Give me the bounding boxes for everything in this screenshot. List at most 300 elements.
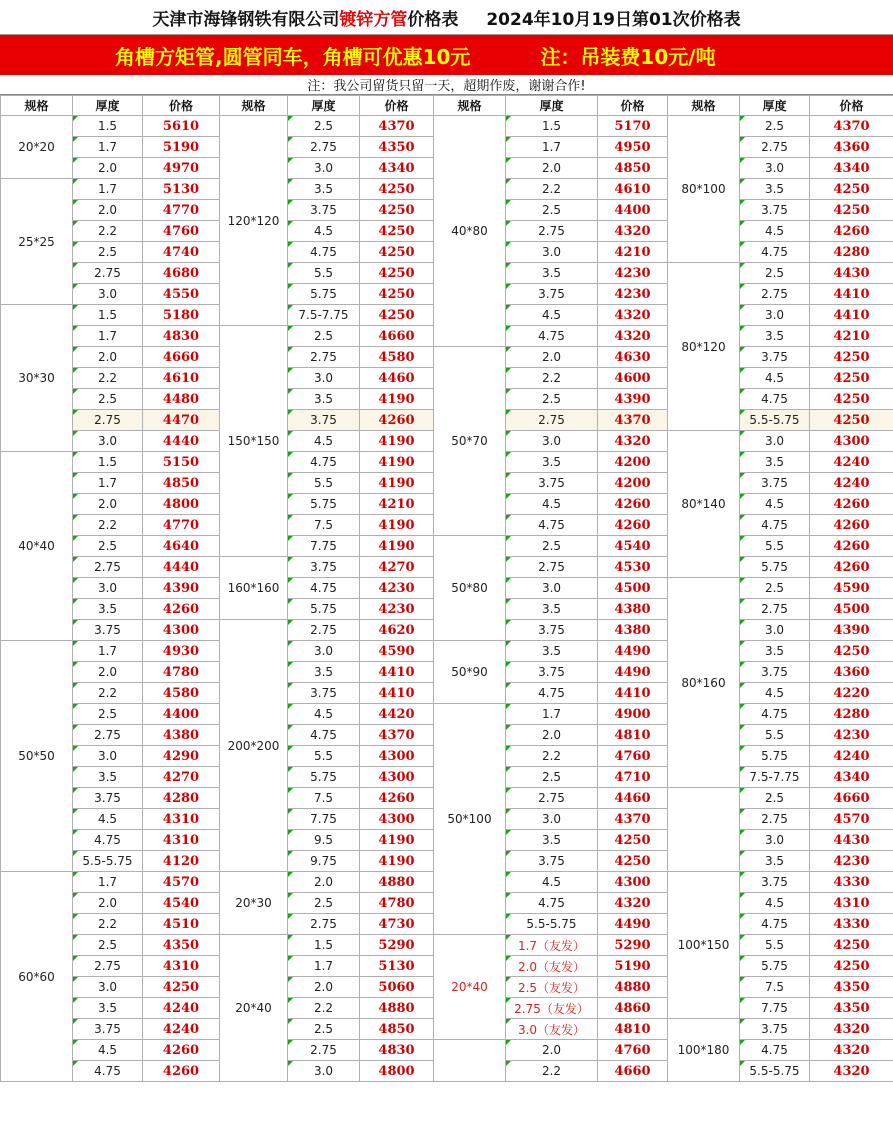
- thickness-cell: 4.5: [73, 809, 143, 830]
- price-cell: 4360: [810, 662, 893, 683]
- price-cell: 4830: [143, 326, 220, 347]
- thickness-cell: 4.5: [506, 305, 598, 326]
- thickness-cell: 2.2: [73, 368, 143, 389]
- price-cell: 4370: [360, 725, 434, 746]
- price-cell: 4570: [143, 872, 220, 893]
- thickness-cell: 3.5: [740, 641, 810, 662]
- thickness-cell: 2.2: [506, 368, 598, 389]
- price-cell: 4340: [810, 767, 893, 788]
- price-cell: 4250: [360, 242, 434, 263]
- price-cell: 4250: [598, 851, 668, 872]
- thickness-cell: 4.5: [740, 494, 810, 515]
- thickness-cell: 4.75: [288, 578, 360, 599]
- header-spec: 规格: [220, 96, 288, 116]
- price-cell: 4190: [360, 452, 434, 473]
- price-cell: 4250: [598, 830, 668, 851]
- thickness-cell: 1.7: [506, 704, 598, 725]
- price-cell: 4220: [810, 683, 893, 704]
- spec-cell: 50*80: [434, 536, 506, 641]
- thickness-cell: 3.75: [288, 557, 360, 578]
- price-cell: 4370: [810, 116, 893, 137]
- thickness-cell: 3.0: [506, 242, 598, 263]
- price-cell: 5180: [143, 305, 220, 326]
- price-cell: 4260: [143, 1061, 220, 1082]
- thickness-cell: 2.0: [73, 893, 143, 914]
- price-cell: 4290: [143, 746, 220, 767]
- thickness-cell: 3.5: [506, 641, 598, 662]
- price-cell: 4240: [810, 473, 893, 494]
- price-cell: 4970: [143, 158, 220, 179]
- price-cell: 4410: [810, 284, 893, 305]
- price-cell: 4240: [810, 746, 893, 767]
- price-cell: 4190: [360, 851, 434, 872]
- price-cell: 4320: [810, 1061, 893, 1082]
- thickness-cell: 3.0: [506, 578, 598, 599]
- price-cell: 4580: [360, 347, 434, 368]
- price-cell: 4810: [598, 725, 668, 746]
- price-cell: 4190: [360, 515, 434, 536]
- price-cell: 4860: [598, 998, 668, 1019]
- price-cell: 5130: [360, 956, 434, 977]
- company-name: 天津市海锋钢铁有限公司: [152, 9, 340, 30]
- header-price: 价格: [143, 96, 220, 116]
- thickness-cell: 3.75: [506, 662, 598, 683]
- price-cell: 4330: [810, 914, 893, 935]
- price-cell: 4460: [360, 368, 434, 389]
- price-cell: 4340: [360, 158, 434, 179]
- price-cell: 4400: [598, 200, 668, 221]
- price-cell: 4280: [810, 242, 893, 263]
- thickness-cell: 2.2: [73, 683, 143, 704]
- thickness-cell: 2.5: [506, 200, 598, 221]
- thickness-cell: 1.7: [73, 872, 143, 893]
- thickness-cell: 3.0: [506, 809, 598, 830]
- thickness-cell: 4.75: [288, 725, 360, 746]
- price-cell: 4880: [360, 872, 434, 893]
- header-price: 价格: [598, 96, 668, 116]
- thickness-cell: 2.5: [73, 536, 143, 557]
- price-cell: 4390: [598, 389, 668, 410]
- thickness-cell: 2.75: [506, 410, 598, 431]
- price-cell: 4500: [598, 578, 668, 599]
- thickness-cell: 1.7: [73, 641, 143, 662]
- thickness-cell: 2.5: [740, 263, 810, 284]
- thickness-cell: 2.5: [740, 578, 810, 599]
- price-cell: 4230: [598, 284, 668, 305]
- thickness-cell: 3.5: [506, 263, 598, 284]
- thickness-cell: 1.7: [73, 137, 143, 158]
- price-cell: 4370: [598, 410, 668, 431]
- thickness-cell: 2.2: [506, 179, 598, 200]
- price-cell: 4350: [810, 977, 893, 998]
- price-cell: 5290: [598, 935, 668, 956]
- price-cell: 4430: [810, 263, 893, 284]
- thickness-cell: 2.75: [73, 725, 143, 746]
- spec-cell: 50*70: [434, 347, 506, 536]
- thickness-cell: 5.5: [740, 536, 810, 557]
- price-cell: 4660: [143, 347, 220, 368]
- price-cell: 4250: [810, 935, 893, 956]
- thickness-cell: 3.5: [288, 662, 360, 683]
- thickness-cell: 3.5: [73, 599, 143, 620]
- price-cell: 4250: [810, 347, 893, 368]
- thickness-cell: 3.0: [740, 158, 810, 179]
- price-cell: 4760: [598, 1040, 668, 1061]
- thickness-cell: 1.5: [73, 116, 143, 137]
- price-cell: 4240: [143, 1019, 220, 1040]
- thickness-cell: 1.7: [73, 179, 143, 200]
- spec-cell: 80*120: [668, 263, 740, 431]
- price-cell: 4500: [810, 599, 893, 620]
- header-thickness: 厚度: [506, 96, 598, 116]
- price-cell: 4310: [143, 809, 220, 830]
- thickness-cell: 2.75: [740, 284, 810, 305]
- thickness-cell: 2.5: [73, 704, 143, 725]
- price-cell: 4190: [360, 389, 434, 410]
- thickness-cell: 2.0（友发）: [506, 956, 598, 977]
- thickness-cell: 2.0: [73, 347, 143, 368]
- thickness-cell: 5.5-5.75: [506, 914, 598, 935]
- price-cell: 4460: [598, 788, 668, 809]
- price-cell: 4830: [360, 1040, 434, 1061]
- thickness-cell: 2.5: [73, 242, 143, 263]
- table-row: [1, 347, 893, 368]
- thickness-cell: 4.5: [288, 431, 360, 452]
- thickness-cell: 3.5: [73, 998, 143, 1019]
- price-cell: 4240: [143, 998, 220, 1019]
- thickness-cell: 2.5: [288, 893, 360, 914]
- price-cell: 4320: [598, 431, 668, 452]
- price-cell: 4300: [810, 431, 893, 452]
- thickness-cell: 7.75: [288, 536, 360, 557]
- thickness-cell: 2.75: [73, 410, 143, 431]
- lifting-fee-note: 注：吊装费10元/吨: [540, 44, 716, 69]
- thickness-cell: 2.75: [506, 557, 598, 578]
- price-cell: 4430: [810, 830, 893, 851]
- thickness-cell: 2.2: [506, 746, 598, 767]
- price-cell: 4490: [598, 914, 668, 935]
- thickness-cell: 3.75: [740, 662, 810, 683]
- thickness-cell: 3.0: [73, 284, 143, 305]
- price-cell: 4260: [810, 494, 893, 515]
- price-table-body: [1, 116, 893, 1082]
- price-cell: 4250: [810, 389, 893, 410]
- thickness-cell: 2.0: [73, 662, 143, 683]
- thickness-cell: 2.0: [73, 494, 143, 515]
- thickness-cell: 3.0: [740, 431, 810, 452]
- price-cell: 5150: [143, 452, 220, 473]
- spec-cell: 80*100: [668, 116, 740, 263]
- thickness-cell: 7.5: [740, 977, 810, 998]
- price-cell: 4340: [810, 158, 893, 179]
- thickness-cell: 4.5: [506, 872, 598, 893]
- price-cell: 4260: [810, 536, 893, 557]
- price-cell: 4370: [598, 809, 668, 830]
- thickness-cell: 5.5: [288, 263, 360, 284]
- header-thickness: 厚度: [740, 96, 810, 116]
- price-cell: 4540: [598, 536, 668, 557]
- thickness-cell: 2.5: [288, 116, 360, 137]
- thickness-cell: 4.5: [288, 221, 360, 242]
- price-cell: 4260: [360, 410, 434, 431]
- price-cell: 4250: [360, 179, 434, 200]
- thickness-cell: 3.0: [506, 431, 598, 452]
- thickness-cell: 9.5: [288, 830, 360, 851]
- thickness-cell: 3.5: [288, 179, 360, 200]
- thickness-cell: 4.5: [740, 221, 810, 242]
- price-list-date: 2024年10月19日第01次价格表: [486, 9, 741, 30]
- price-cell: 4740: [143, 242, 220, 263]
- thickness-cell: 2.75: [73, 263, 143, 284]
- price-table: [0, 95, 893, 1082]
- price-cell: 4490: [598, 641, 668, 662]
- price-cell: 4300: [143, 620, 220, 641]
- spec-cell: 80*140: [668, 431, 740, 578]
- table-row: [1, 704, 893, 725]
- price-cell: 4710: [598, 767, 668, 788]
- price-cell: 4800: [143, 494, 220, 515]
- thickness-cell: 2.5: [740, 116, 810, 137]
- price-cell: 4620: [360, 620, 434, 641]
- price-cell: 4250: [810, 200, 893, 221]
- price-cell: 4320: [598, 305, 668, 326]
- price-cell: 4250: [810, 179, 893, 200]
- thickness-cell: 2.2: [506, 1061, 598, 1082]
- price-cell: 4640: [143, 536, 220, 557]
- thickness-cell: 4.75: [740, 515, 810, 536]
- thickness-cell: 2.0: [73, 200, 143, 221]
- price-cell: 5190: [143, 137, 220, 158]
- thickness-cell: 5.5: [288, 746, 360, 767]
- price-cell: 4210: [810, 326, 893, 347]
- thickness-cell: 5.5-5.75: [740, 410, 810, 431]
- price-cell: 5130: [143, 179, 220, 200]
- thickness-cell: 3.0: [740, 620, 810, 641]
- thickness-cell: 2.0: [288, 872, 360, 893]
- price-cell: 4310: [143, 956, 220, 977]
- price-cell: 4660: [598, 1061, 668, 1082]
- thickness-cell: 5.75: [288, 767, 360, 788]
- thickness-cell: 1.5: [73, 305, 143, 326]
- spec-cell: 30*30: [1, 305, 73, 452]
- thickness-cell: 2.5: [73, 389, 143, 410]
- price-cell: 4850: [360, 1019, 434, 1040]
- price-cell: 4590: [360, 641, 434, 662]
- price-cell: 4350: [810, 998, 893, 1019]
- thickness-cell: 1.7: [506, 137, 598, 158]
- thickness-cell: 4.75: [73, 830, 143, 851]
- price-cell: 4660: [810, 788, 893, 809]
- thickness-cell: 3.75: [740, 872, 810, 893]
- thickness-cell: 4.5: [506, 494, 598, 515]
- price-cell: 4550: [143, 284, 220, 305]
- thickness-cell: 3.0: [288, 1061, 360, 1082]
- thickness-cell: 3.75: [740, 200, 810, 221]
- thickness-cell: 1.5: [288, 935, 360, 956]
- price-cell: 4440: [143, 431, 220, 452]
- spec-cell: 200*200: [220, 620, 288, 872]
- price-cell: 4200: [598, 473, 668, 494]
- thickness-cell: 9.75: [288, 851, 360, 872]
- price-cell: 4270: [360, 557, 434, 578]
- price-cell: 4880: [598, 977, 668, 998]
- price-cell: 4260: [598, 515, 668, 536]
- thickness-cell: 4.75: [506, 515, 598, 536]
- price-cell: 4480: [143, 389, 220, 410]
- price-cell: 4930: [143, 641, 220, 662]
- price-cell: 4400: [143, 704, 220, 725]
- thickness-cell: 2.2: [73, 221, 143, 242]
- price-cell: 4350: [360, 137, 434, 158]
- price-cell: 4410: [598, 683, 668, 704]
- price-cell: 4850: [598, 158, 668, 179]
- thickness-cell: 4.75: [506, 683, 598, 704]
- price-cell: 4420: [360, 704, 434, 725]
- thickness-cell: 2.75: [288, 620, 360, 641]
- thickness-cell: 4.5: [73, 1040, 143, 1061]
- thickness-cell: 5.5-5.75: [740, 1061, 810, 1082]
- spec-cell: [668, 788, 740, 872]
- thickness-cell: 5.75: [288, 284, 360, 305]
- price-cell: 4540: [143, 893, 220, 914]
- spec-cell: 50*90: [434, 641, 506, 704]
- thickness-cell: 5.75: [740, 557, 810, 578]
- thickness-cell: 2.2: [73, 914, 143, 935]
- price-cell: 4300: [360, 809, 434, 830]
- thickness-cell: 1.7: [73, 473, 143, 494]
- thickness-cell: 3.0: [73, 578, 143, 599]
- thickness-cell: 2.75: [73, 557, 143, 578]
- price-cell: 4260: [810, 557, 893, 578]
- spec-cell: 50*50: [1, 641, 73, 872]
- price-cell: 5170: [598, 116, 668, 137]
- price-cell: 4680: [143, 263, 220, 284]
- thickness-cell: 2.0: [73, 158, 143, 179]
- thickness-cell: 3.0: [73, 431, 143, 452]
- thickness-cell: 3.75: [740, 473, 810, 494]
- thickness-cell: 5.75: [288, 494, 360, 515]
- price-cell: 4250: [143, 977, 220, 998]
- thickness-cell: 4.75: [740, 242, 810, 263]
- thickness-cell: 4.5: [740, 368, 810, 389]
- page-title: [0, 0, 893, 35]
- thickness-cell: 7.5: [288, 788, 360, 809]
- thickness-cell: 3.0: [73, 746, 143, 767]
- spec-cell: 100*180: [668, 1019, 740, 1082]
- price-cell: 4570: [810, 809, 893, 830]
- thickness-cell: 3.0: [288, 368, 360, 389]
- price-cell: 4250: [810, 956, 893, 977]
- thickness-cell: 2.75: [73, 956, 143, 977]
- price-cell: 4320: [598, 326, 668, 347]
- price-cell: 4250: [810, 410, 893, 431]
- thickness-cell: 2.5: [73, 935, 143, 956]
- price-cell: 4330: [810, 872, 893, 893]
- price-cell: 4260: [598, 494, 668, 515]
- price-cell: 4230: [598, 263, 668, 284]
- thickness-cell: 7.5-7.75: [288, 305, 360, 326]
- thickness-cell: 3.75: [506, 284, 598, 305]
- price-cell: 4200: [598, 452, 668, 473]
- price-cell: 4780: [360, 893, 434, 914]
- thickness-cell: 1.7（友发）: [506, 935, 598, 956]
- price-cell: 4440: [143, 557, 220, 578]
- thickness-cell: 3.5: [506, 830, 598, 851]
- price-cell: 5610: [143, 116, 220, 137]
- thickness-cell: 3.75: [506, 473, 598, 494]
- price-cell: 4320: [598, 893, 668, 914]
- thickness-cell: 4.75: [740, 704, 810, 725]
- thickness-cell: 5.75: [740, 746, 810, 767]
- price-cell: 4880: [360, 998, 434, 1019]
- thickness-cell: 2.75: [506, 221, 598, 242]
- thickness-cell: 7.75: [740, 998, 810, 1019]
- thickness-cell: 2.2: [288, 998, 360, 1019]
- price-cell: 4250: [360, 305, 434, 326]
- thickness-cell: 3.5: [506, 452, 598, 473]
- thickness-cell: 3.0: [740, 305, 810, 326]
- thickness-cell: 4.75: [740, 389, 810, 410]
- thickness-cell: 3.5: [740, 326, 810, 347]
- price-cell: 4190: [360, 536, 434, 557]
- price-cell: 4410: [810, 305, 893, 326]
- price-cell: 4900: [598, 704, 668, 725]
- thickness-cell: 2.0: [506, 1040, 598, 1061]
- thickness-cell: 4.75: [506, 893, 598, 914]
- price-cell: 4510: [143, 914, 220, 935]
- product-name: 镀锌方管: [339, 9, 408, 30]
- price-cell: 4250: [810, 368, 893, 389]
- thickness-cell: 3.75: [288, 683, 360, 704]
- thickness-cell: 4.75: [740, 914, 810, 935]
- thickness-cell: 3.0: [73, 977, 143, 998]
- price-cell: 5190: [598, 956, 668, 977]
- price-cell: 4260: [143, 1040, 220, 1061]
- table-row: [1, 116, 893, 137]
- table-row: [1, 536, 893, 557]
- header-thickness: 厚度: [288, 96, 360, 116]
- header-price: 价格: [360, 96, 434, 116]
- thickness-cell: 1.7: [73, 326, 143, 347]
- thickness-cell: 3.75: [740, 1019, 810, 1040]
- price-cell: 4320: [810, 1019, 893, 1040]
- thickness-cell: 3.75: [506, 851, 598, 872]
- header-spec: 规格: [668, 96, 740, 116]
- price-cell: 4240: [810, 452, 893, 473]
- thickness-cell: 4.5: [288, 704, 360, 725]
- thickness-cell: 3.75: [73, 620, 143, 641]
- thickness-cell: 3.0: [740, 830, 810, 851]
- price-cell: 4120: [143, 851, 220, 872]
- thickness-cell: 2.5（友发）: [506, 977, 598, 998]
- thickness-cell: 1.5: [73, 452, 143, 473]
- thickness-cell: 7.75: [288, 809, 360, 830]
- price-cell: 4250: [360, 263, 434, 284]
- spec-cell: 40*80: [434, 116, 506, 347]
- spec-cell: 150*150: [220, 326, 288, 557]
- title-suffix: 价格表: [407, 9, 459, 30]
- price-cell: 4390: [810, 620, 893, 641]
- thickness-cell: 2.5: [506, 389, 598, 410]
- thickness-cell: 3.5: [506, 599, 598, 620]
- spec-cell: 120*120: [220, 116, 288, 326]
- promo-text: 角槽方矩管,圆管同车，角槽可优惠10元: [115, 44, 471, 69]
- price-cell: 4780: [143, 662, 220, 683]
- price-cell: 4280: [143, 788, 220, 809]
- spec-cell: 80*160: [668, 578, 740, 788]
- thickness-cell: 3.75: [73, 788, 143, 809]
- thickness-cell: 2.75: [506, 788, 598, 809]
